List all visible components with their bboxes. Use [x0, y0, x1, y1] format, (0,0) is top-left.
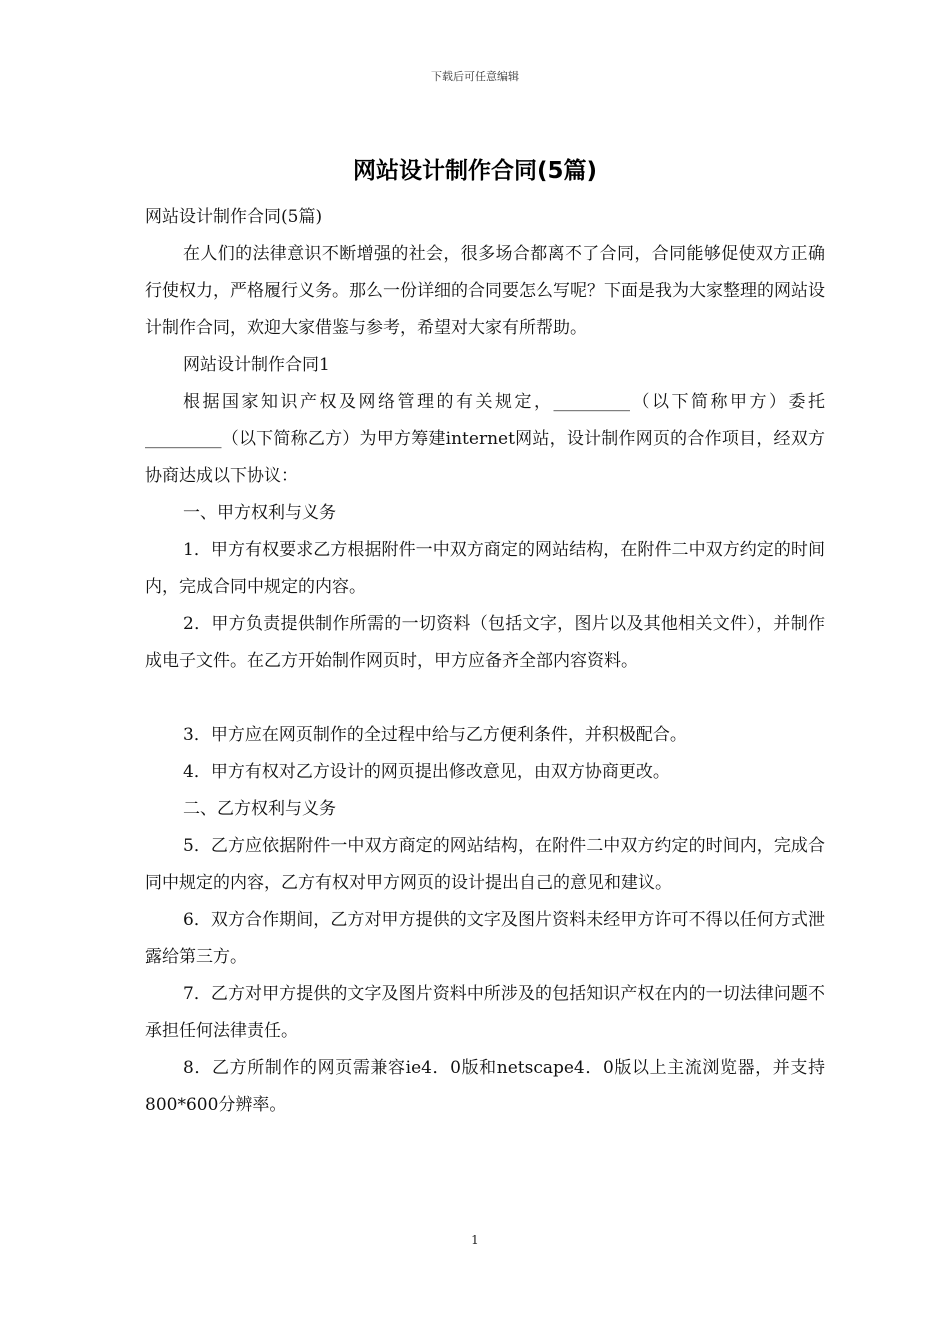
clause-2: 2．甲方负责提供制作所需的一切资料（包括文字，图片以及其他相关文件），并制作成电子文件。在乙方开始制作网页时，甲方应备齐全部内容资料。 — [145, 614, 825, 671]
clause-1: 1．甲方有权要求乙方根据附件一中双方商定的网站结构，在附件二中双方约定的时间内，完成合同中规定的内容。 — [145, 540, 825, 597]
subtitle-line: 网站设计制作合同(5篇) — [145, 207, 323, 227]
clause-8: 8．乙方所制作的网页需兼容ie4．0版和netscape4．0版以上主流浏览器，并支持800*600分辨率。 — [145, 1058, 825, 1115]
clause-4: 4．甲方有权对乙方设计的网页提出修改意见，由双方协商更改。 — [183, 762, 670, 782]
clause-7: 7．乙方对甲方提供的文字及图片资料中所涉及的包括知识产权在内的一切法律问题不承担任何法律责任。 — [145, 984, 825, 1041]
document-body — [145, 199, 825, 1124]
intro-paragraph: 在人们的法律意识不断增强的社会，很多场合都离不了合同，合同能够促使双方正确行使权力，严格履行义务。那么一份详细的合同要怎么写呢？下面是我为大家整理的网站设计制作合同，欢迎大家借鉴与参考，希望对大家有所帮助。 — [145, 244, 825, 338]
page-header: 下载后可任意编辑 — [431, 70, 519, 83]
page-number: 1 — [471, 1233, 479, 1247]
section-heading-party-b: 二、乙方权利与义务 — [183, 799, 336, 819]
clause-3: 3．甲方应在网页制作的全过程中给与乙方便利条件，并积极配合。 — [183, 725, 687, 745]
document-title: 网站设计制作合同(5篇) — [352, 158, 598, 184]
preamble-paragraph: 根据国家知识产权及网络管理的有关规定，_________（以下简称甲方）委托_________（以下简称乙方）为甲方筹建internet网站，设计制作网页的合作项目，经双方协商达成以下协议： — [145, 392, 825, 486]
section-heading-party-a: 一、甲方权利与义务 — [183, 503, 336, 523]
section-heading-contract-1: 网站设计制作合同1 — [183, 355, 330, 375]
clause-5: 5．乙方应依据附件一中双方商定的网站结构，在附件二中双方约定的时间内，完成合同中规定的内容，乙方有权对甲方网页的设计提出自己的意见和建议。 — [145, 836, 825, 893]
clause-6: 6．双方合作期间，乙方对甲方提供的文字及图片资料未经甲方许可不得以任何方式泄露给第三方。 — [145, 910, 825, 967]
